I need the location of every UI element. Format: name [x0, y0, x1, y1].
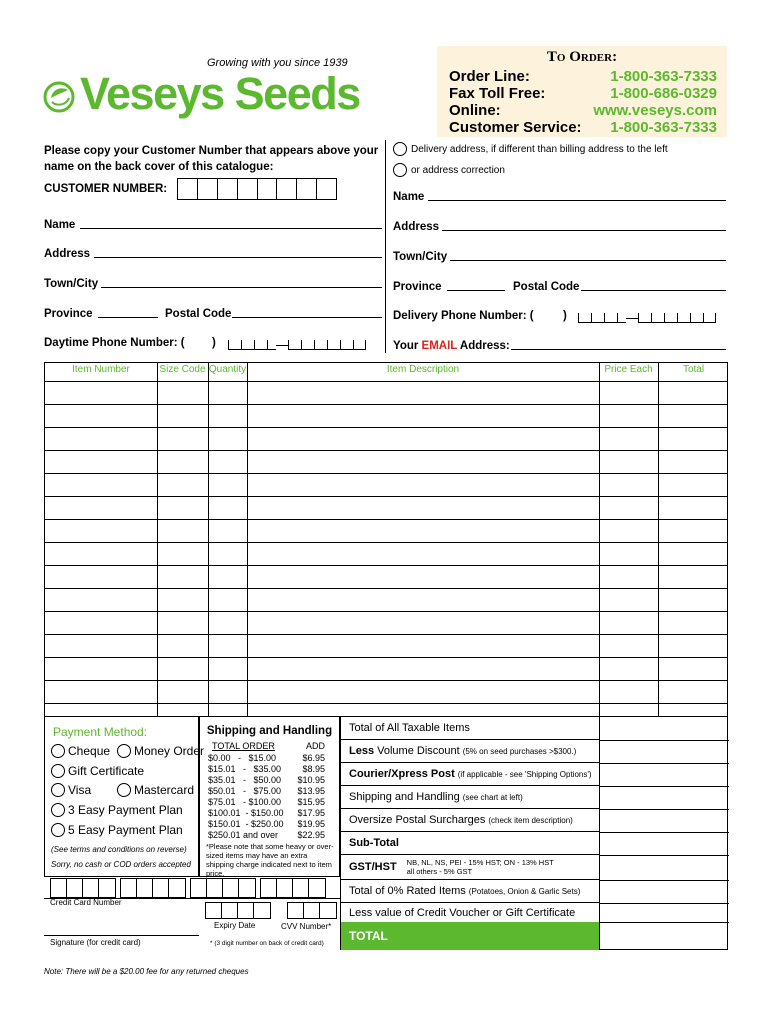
shipping-handling-box — [199, 717, 340, 877]
delivery-phone-field[interactable] — [578, 311, 716, 323]
shipping-row: $15.01 - $35.00 $8.95 — [208, 764, 325, 774]
province-field[interactable] — [98, 308, 158, 318]
online-row — [449, 102, 717, 119]
customer-service-label: Customer Service: — [449, 119, 582, 136]
delivery-town-label: Town/City — [393, 251, 448, 263]
order-title: To Order: — [546, 49, 618, 65]
expiry-input[interactable] — [205, 902, 271, 919]
pay-5-easy[interactable]: 5 Easy Payment Plan — [51, 823, 183, 837]
returned-cheque-note: Note: There will be a $20.00 fee for any returned cheques — [44, 967, 249, 976]
address-field[interactable] — [94, 248, 382, 258]
phone-label: Daytime Phone Number: ( — [44, 337, 185, 349]
delivery-address-field[interactable] — [442, 221, 726, 231]
name-field[interactable] — [80, 219, 382, 229]
radio-circle-icon[interactable] — [393, 142, 407, 156]
shipping-row: $35.01 - $50.00 $10.95 — [208, 775, 325, 785]
expiry-label: Expiry Date — [214, 921, 256, 930]
delivery-province-field[interactable] — [447, 281, 505, 291]
customer-service-value: 1-800-363-7333 — [610, 119, 717, 136]
cc-number-label: Credit Card Number — [50, 898, 122, 907]
col-item-number: Item Number — [72, 364, 130, 375]
radio-circle-icon[interactable] — [51, 744, 65, 758]
radio-circle-icon[interactable] — [51, 764, 65, 778]
delivery-option[interactable] — [393, 142, 668, 156]
no-cash-note: Sorry, no cash or COD orders accepted — [51, 860, 191, 869]
delivery-town-field[interactable] — [450, 251, 726, 261]
shipping-head-row: TOTAL ORDER ADD — [212, 741, 325, 751]
cc-number-group-2[interactable] — [120, 878, 186, 898]
pay-gift-certificate[interactable]: Gift Certificate — [51, 764, 144, 778]
order-line-value: 1-800-363-7333 — [610, 68, 717, 85]
postal-label: Postal Code — [165, 308, 232, 320]
province-label: Province — [44, 308, 93, 320]
delivery-province-label: Province — [393, 281, 442, 293]
email-label: Your EMAIL Address: — [393, 340, 510, 352]
pay-cheque[interactable]: Cheque — [51, 744, 110, 758]
shipping-note: *Please note that some heavy or over-sized items may have an extra shipping charge indicated next to item price. — [206, 842, 334, 878]
customer-number-label: CUSTOMER NUMBER: — [44, 183, 168, 195]
order-line-label: Order Line: — [449, 68, 530, 85]
delivery-address-label: Address — [393, 221, 440, 233]
subtotal-row: Sub-Total — [341, 832, 599, 855]
online-value[interactable]: www.veseys.com — [593, 102, 717, 119]
fax-row — [449, 85, 717, 102]
cvv-note: * (3 digit number on back of credit card) — [210, 940, 324, 947]
col-quantity: Quantity — [208, 364, 247, 375]
town-label: Town/City — [44, 278, 99, 290]
seed-logo-icon — [42, 78, 78, 114]
customer-number-note: Please copy your Customer Number that appears above your name on the back cover of this catalogue: — [44, 145, 379, 173]
totals-amount-column[interactable] — [599, 717, 729, 950]
cc-number-group-4[interactable] — [260, 878, 326, 898]
radio-circle-icon[interactable] — [117, 744, 131, 758]
col-size-code: Size Code — [159, 364, 206, 375]
shipping-row: $100.01 - $150.00 $17.95 — [208, 808, 325, 818]
cc-number-group-3[interactable] — [190, 878, 256, 898]
phone-field[interactable] — [228, 338, 366, 350]
shipping-title: Shipping and Handling — [206, 725, 333, 737]
brand-name: Veseys Seeds — [80, 68, 360, 119]
col-description: Item Description — [386, 364, 460, 375]
address-correction-option[interactable] — [393, 163, 505, 177]
pay-mastercard[interactable]: Mastercard — [117, 783, 194, 797]
name-label: Name — [44, 219, 76, 231]
town-field[interactable] — [101, 278, 382, 288]
payment-method-box — [44, 717, 205, 877]
shipping-row: $150.01 - $250.00 $19.95 — [208, 819, 325, 829]
veseys-logo — [42, 68, 367, 120]
delivery-phone-paren: ) — [563, 310, 567, 322]
shipping-row: $75.01 - $100.00 $15.95 — [208, 797, 325, 807]
totals-box — [340, 717, 728, 950]
radio-circle-icon[interactable] — [51, 823, 65, 837]
gst-row: GST/HST NB, NL, NS, PEI - 15% HST; ON - 13% HST all others - 5% GST — [341, 855, 599, 880]
online-label: Online: — [449, 102, 501, 119]
signature-label: Signature (for credit card) — [50, 938, 141, 947]
radio-circle-icon[interactable] — [51, 803, 65, 817]
pay-money-order[interactable]: Money Order — [117, 744, 204, 758]
shipping-total-row: Shipping and Handling (see chart at left) — [341, 786, 599, 809]
delivery-postal-label: Postal Code — [513, 281, 580, 293]
fax-value: 1-800-686-0329 — [610, 85, 717, 102]
phone-paren: ) — [212, 337, 216, 349]
shipping-row: $50.01 - $75.00 $13.95 — [208, 786, 325, 796]
oversize-row: Oversize Postal Surcharges (check item description) — [341, 809, 599, 832]
total-taxable-row: Total of All Taxable Items — [341, 717, 599, 740]
volume-discount-row: Less Volume Discount (5% on seed purchases >$300.) — [341, 740, 599, 763]
signature-line[interactable] — [44, 935, 199, 936]
zero-rated-row: Total of 0% Rated Items (Potatoes, Onion & Garlic Sets) — [341, 880, 599, 903]
cvv-label: CVV Number* — [281, 922, 332, 931]
order-info-panel — [437, 46, 727, 137]
radio-circle-icon[interactable] — [117, 783, 131, 797]
radio-circle-icon[interactable] — [51, 783, 65, 797]
cc-number-group-1[interactable] — [50, 878, 116, 898]
col-total: Total — [682, 364, 705, 375]
delivery-phone-label: Delivery Phone Number: ( — [393, 310, 534, 322]
postal-field[interactable] — [232, 308, 382, 318]
pay-visa[interactable]: Visa — [51, 783, 91, 797]
delivery-option-label: Delivery address, if different than billing address to the left — [411, 143, 668, 155]
delivery-name-label: Name — [393, 191, 425, 203]
shipping-row: $0.00 - $15.00 $6.95 — [208, 753, 325, 763]
payment-title: Payment Method: — [53, 725, 148, 739]
column-divider — [385, 140, 386, 353]
voucher-row: Less value of Credit Voucher or Gift Certificate — [349, 906, 576, 919]
order-line-row — [449, 68, 717, 85]
address-label: Address — [44, 248, 91, 260]
customer-service-row — [449, 119, 717, 136]
radio-circle-icon[interactable] — [393, 163, 407, 177]
order-items-table — [44, 362, 728, 717]
fax-label: Fax Toll Free: — [449, 85, 546, 102]
email-field[interactable] — [511, 340, 726, 350]
customer-number-input[interactable] — [177, 178, 337, 200]
courier-row: Courier/Xpress Post (if applicable - see 'Shipping Options') — [341, 763, 599, 786]
shipping-row: $250.01 and over $22.95 — [208, 830, 325, 840]
pay-3-easy[interactable]: 3 Easy Payment Plan — [51, 803, 183, 817]
delivery-name-field[interactable] — [428, 191, 726, 201]
terms-note: (See terms and conditions on reverse) — [51, 845, 187, 854]
grand-total-bar: TOTAL — [341, 922, 599, 950]
delivery-postal-field[interactable] — [581, 281, 726, 291]
tagline: Growing with you since 1939 — [207, 57, 348, 69]
col-price-each: Price Each — [604, 364, 653, 375]
cvv-input[interactable] — [287, 902, 337, 919]
address-correction-label: or address correction — [411, 164, 505, 176]
